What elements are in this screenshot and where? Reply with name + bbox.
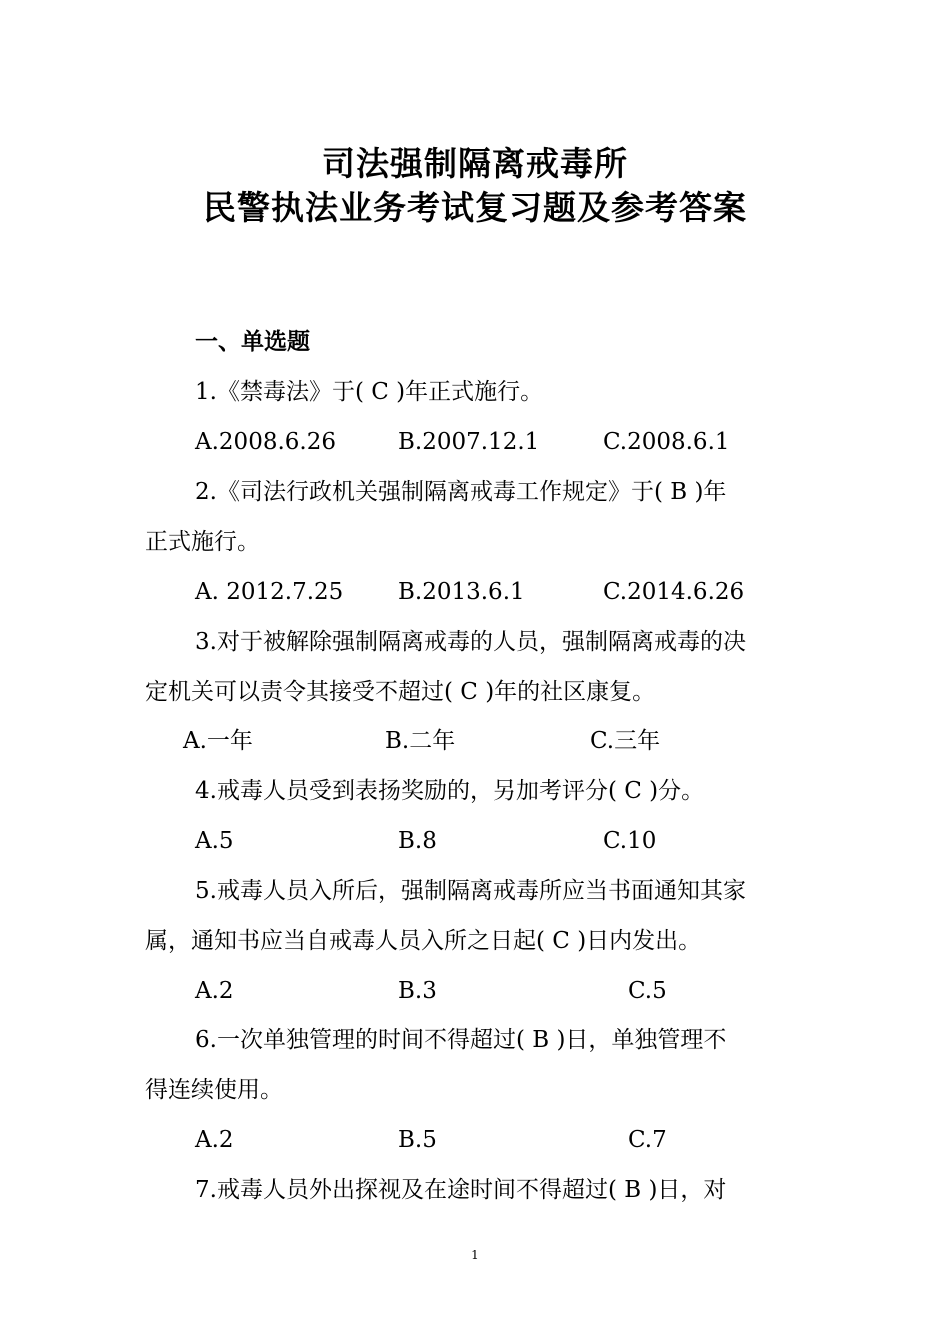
question-1-option-a: A.2008.6.26: [195, 429, 336, 455]
document-title-line1: 司法强制隔离戒毒所: [322, 144, 628, 183]
question-2-option-b: B.2013.6.1: [398, 579, 525, 605]
question-1-line-1: 1.《禁毒法》于( C )年正式施行。: [195, 379, 544, 405]
section-heading: 一、单选题: [195, 329, 310, 355]
document-title-line2: 民警执法业务考试复习题及参考答案: [203, 188, 747, 227]
question-4-option-c: C.10: [603, 828, 657, 854]
question-5-line-1: 5.戒毒人员入所后，强制隔离戒毒所应当书面通知其家: [195, 878, 746, 904]
question-2-option-a: A. 2012.7.25: [195, 579, 344, 605]
question-3-line-2: 定机关可以责令其接受不超过( C )年的社区康复。: [145, 679, 656, 705]
question-7-line-1: 7.戒毒人员外出探视及在途时间不得超过( B )日，对: [195, 1177, 727, 1203]
question-5-option-c: C.5: [628, 978, 667, 1004]
question-2-option-c: C.2014.6.26: [603, 579, 745, 605]
question-6-line-1: 6.一次单独管理的时间不得超过( B )日，单独管理不: [195, 1027, 727, 1053]
question-3-option-c: C.三年: [590, 728, 661, 754]
question-4-line-1: 4.戒毒人员受到表扬奖励的，另加考评分( C )分。: [195, 778, 705, 804]
question-6-option-a: A.2: [195, 1127, 234, 1153]
question-6-line-2: 得连续使用。: [145, 1077, 283, 1103]
question-3-option-a: A.一年: [183, 728, 253, 754]
question-2-line-1: 2.《司法行政机关强制隔离戒毒工作规定》于( B )年: [195, 479, 727, 505]
question-5-line-2: 属，通知书应当自戒毒人员入所之日起( C )日内发出。: [145, 928, 702, 954]
question-5-option-b: B.3: [398, 978, 437, 1004]
question-1-option-c: C.2008.6.1: [603, 429, 730, 455]
question-6-option-b: B.5: [398, 1127, 437, 1153]
page-number: 1: [471, 1248, 479, 1262]
question-5-option-a: A.2: [195, 978, 234, 1004]
question-2-line-2: 正式施行。: [145, 529, 260, 555]
question-4-option-a: A.5: [195, 828, 234, 854]
question-3-line-1: 3.对于被解除强制隔离戒毒的人员，强制隔离戒毒的决: [195, 629, 746, 655]
question-1-option-b: B.2007.12.1: [398, 429, 540, 455]
question-4-option-b: B.8: [398, 828, 437, 854]
question-3-option-b: B.二年: [385, 728, 456, 754]
question-6-option-c: C.7: [628, 1127, 667, 1153]
